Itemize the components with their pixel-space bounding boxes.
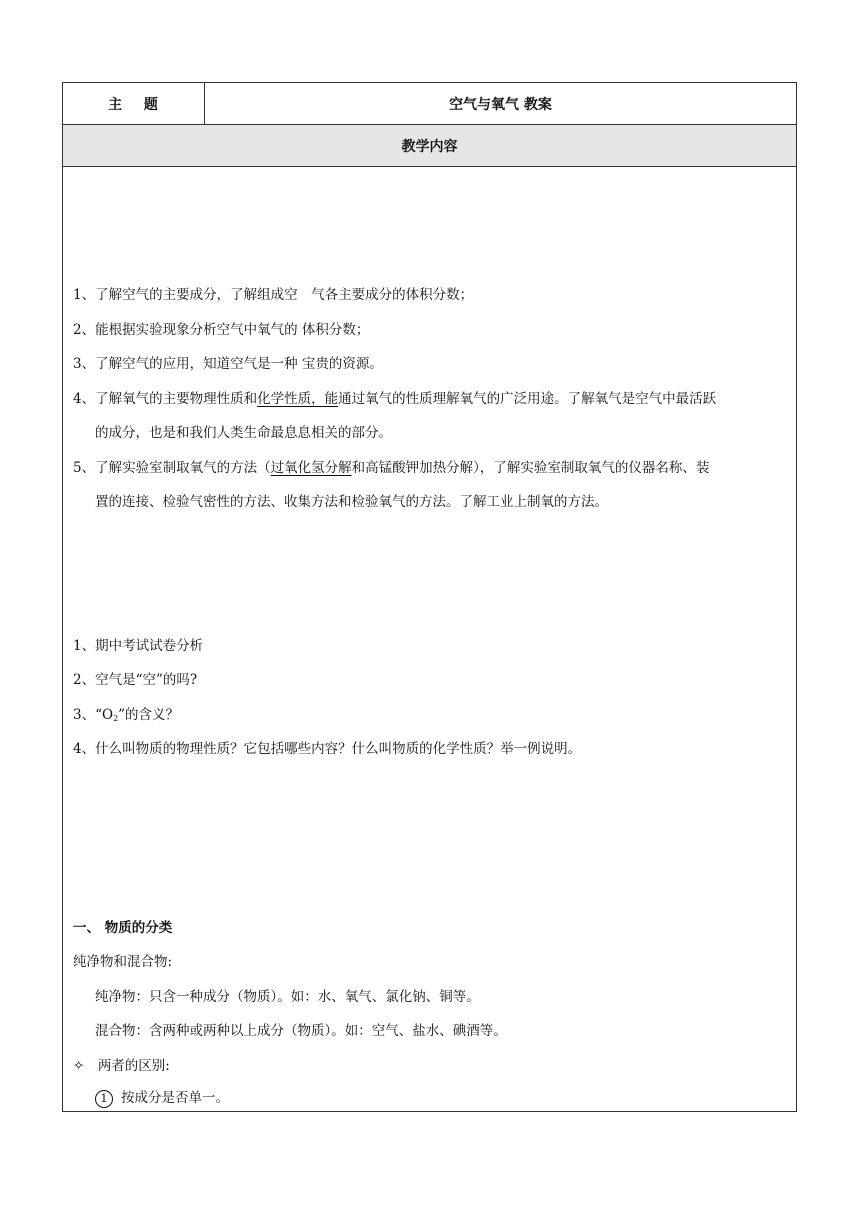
diamond-bullet-icon: ✧	[73, 1058, 85, 1074]
objective-4-pre: 4、了解氧气的主要物理性质和	[73, 391, 258, 407]
objective-1: 1、了解空气的主要成分，了解组成空 气各主要成分的体积分数；	[73, 287, 474, 303]
difference-line	[73, 1056, 788, 1076]
review-question-3-post: ”的含义？	[118, 707, 180, 723]
topic-label: 主 题	[63, 83, 205, 124]
review-question-1: 1、期中考试试卷分析	[73, 638, 204, 654]
pure-substance-definition: 纯净物：只含一种成分（物质）。如：水、氧气、氯化钠、铜等。	[95, 989, 480, 1005]
difference-point-1-text: 按成分是否单一。	[121, 1090, 229, 1106]
review-question-3-pre: 3、“O	[73, 707, 114, 723]
header-row	[63, 83, 796, 125]
oxygen-subscript: 2	[113, 714, 119, 723]
objective-4	[73, 389, 788, 409]
section-title: 教学内容	[63, 125, 796, 167]
circled-number-icon: 1	[95, 1090, 113, 1108]
review-question-4: 4、什么叫物质的物理性质？它包括哪些内容？什么叫物质的化学性质？举一例说明。	[73, 741, 582, 757]
difference-point-1	[95, 1088, 788, 1108]
objective-4-underlined: 化学性质，能	[257, 391, 339, 407]
review-question-2: 2、空气是“空”的吗?	[73, 672, 198, 688]
content-cell	[63, 167, 796, 1111]
objective-4-continued: 的成分，也是和我们人类生命最息息相关的部分。	[95, 425, 392, 441]
lesson-plan-table	[62, 82, 797, 1112]
review-question-3	[73, 705, 788, 729]
objective-5-continued: 置的连接、检验气密性的方法、收集方法和检验氧气的方法。了解工业上制氧的方法。	[95, 494, 608, 510]
objective-5-post: 和高锰酸钾加热分解），了解实验室制取氧气的仪器名称、装	[351, 460, 710, 476]
objective-3: 3、了解空气的应用，知道空气是一种 宝贵的资源。	[73, 356, 383, 372]
objective-5	[73, 458, 788, 478]
classification-subheading: 纯净物和混合物:	[73, 954, 173, 970]
difference-label: 两者的区别:	[97, 1058, 170, 1074]
topic-title: 空气与氧气 教案	[449, 96, 552, 113]
classification-heading: 一、 物质的分类	[73, 920, 173, 936]
objective-2: 2、能根据实验现象分析空气中氧气的 体积分数；	[73, 322, 370, 338]
objective-4-post: 通过氧气的性质理解氧气的广泛用途。了解氧气是空气中最活跃	[338, 391, 717, 407]
objective-5-pre: 5、了解实验室制取氧气的方法（	[73, 460, 271, 476]
mixture-definition: 混合物：含两种或两种以上成分（物质）。如：空气、盐水、碘酒等。	[95, 1023, 507, 1039]
objective-5-underlined: 过氧化氢分解	[270, 460, 352, 476]
